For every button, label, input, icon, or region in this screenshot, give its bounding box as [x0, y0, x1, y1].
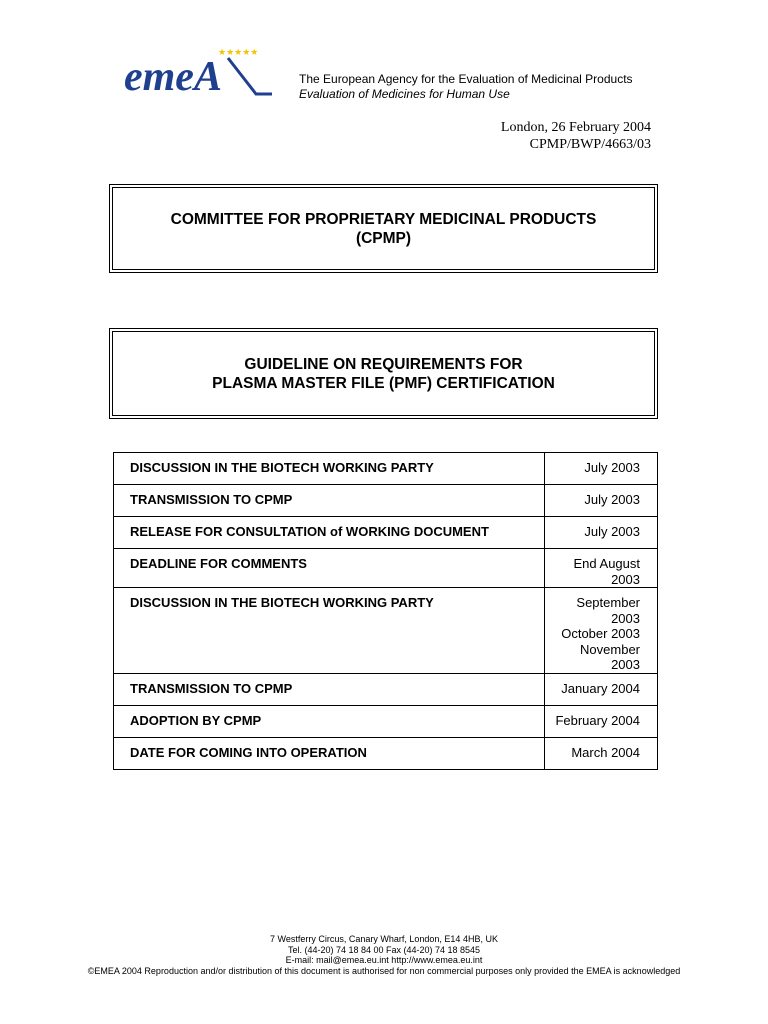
table-row	[114, 737, 658, 769]
table-row	[114, 453, 658, 485]
agency-subtitle: Evaluation of Medicines for Human Use	[299, 87, 510, 101]
schedule-step-date	[545, 737, 658, 769]
table-row	[114, 517, 658, 549]
schedule-step-label: DATE FOR COMING INTO OPERATION	[114, 737, 545, 769]
document-reference: CPMP/BWP/4663/03	[529, 137, 651, 152]
schedule-step-label: DISCUSSION IN THE BIOTECH WORKING PARTY	[114, 588, 545, 674]
schedule-step-label: TRANSMISSION TO CPMP	[114, 485, 545, 517]
schedule-date-line: July 2003	[584, 524, 640, 539]
schedule-step-label: ADOPTION BY CPMP	[114, 705, 545, 737]
committee-title-line2: (CPMP)	[355, 229, 412, 247]
schedule-date-line: September 2003	[576, 595, 640, 626]
agency-name: The European Agency for the Evaluation of Medicinal Products	[299, 72, 633, 86]
footer-copyright: ©EMEA 2004 Reproduction and/or distribution of this document is authorised for non commercial purposes only provided the EMEA is acknowledged	[87, 965, 681, 976]
schedule-step-label: DEADLINE FOR COMMENTS	[114, 549, 545, 588]
schedule-step-label: RELEASE FOR CONSULTATION of WORKING DOCUMENT	[114, 517, 545, 549]
logo-stars	[218, 48, 258, 58]
schedule-step-date	[545, 549, 658, 588]
guideline-title-box	[112, 331, 655, 416]
table-row	[114, 549, 658, 588]
schedule-date-line: November 2003	[580, 641, 640, 672]
footer	[0, 934, 768, 976]
schedule-date-line: July 2003	[584, 492, 640, 507]
document-date-block	[501, 119, 651, 153]
table-row	[114, 705, 658, 737]
footer-address: 7 Westferry Circus, Canary Wharf, London, E14 4HB, UK	[270, 934, 498, 944]
schedule-date-line: July 2003	[584, 460, 640, 475]
svg-text:★★★★★: ★★★★★	[218, 48, 259, 58]
committee-title-line1: COMMITTEE FOR PROPRIETARY MEDICINAL PRODUCTS	[170, 210, 597, 228]
schedule-step-date	[545, 705, 658, 737]
table-row	[114, 588, 658, 674]
schedule-step-date	[545, 673, 658, 705]
schedule-step-date	[545, 588, 658, 674]
schedule-step-label: TRANSMISSION TO CPMP	[114, 673, 545, 705]
agency-header	[299, 72, 633, 102]
schedule-step-date	[545, 453, 658, 485]
schedule-table	[113, 452, 658, 770]
schedule-step-date	[545, 517, 658, 549]
schedule-date-line: End August 2003	[573, 556, 640, 587]
schedule-step-date	[545, 485, 658, 517]
guideline-title-line2: PLASMA MASTER FILE (PMF) CERTIFICATION	[212, 374, 555, 392]
schedule-date-line: February 2004	[555, 712, 640, 728]
committee-title-box	[112, 187, 655, 270]
schedule-step-label: DISCUSSION IN THE BIOTECH WORKING PARTY	[114, 453, 545, 485]
footer-email-web: E-mail: mail@emea.eu.int http://www.emea.eu.int	[285, 955, 483, 965]
emea-logo	[122, 44, 290, 102]
table-row	[114, 485, 658, 517]
footer-phone-fax: Tel. (44-20) 74 18 84 00 Fax (44-20) 74 18 8545	[287, 944, 481, 955]
table-row	[114, 673, 658, 705]
schedule-date-line: October 2003	[561, 626, 640, 641]
guideline-title-line1: GUIDELINE ON REQUIREMENTS FOR	[244, 355, 523, 373]
logo-wordmark: emeA	[124, 54, 222, 100]
logo-swoosh	[228, 58, 272, 94]
schedule-date-line: March 2004	[571, 744, 640, 760]
place-date: London, 26 February 2004	[500, 120, 651, 135]
schedule-date-line: January 2004	[561, 680, 640, 696]
